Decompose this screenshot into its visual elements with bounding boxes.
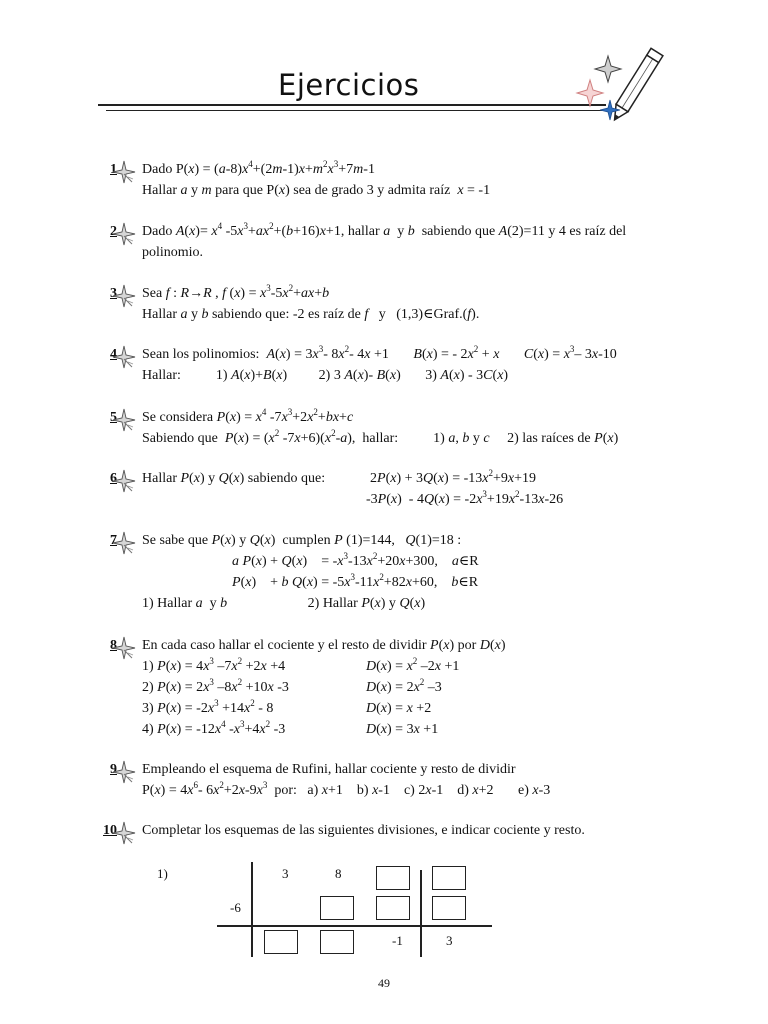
exercise-text-line: 3) $P(x) = -2x^3 +14x^2 - 8$ — [142, 698, 274, 716]
exercise-text-line: Sean los polinomios: $A(x) = 3x^3-$ $8x^2-$ 4x +1 B(x) = - $2x^2 + x$ $C(x) = x^3-$ 3x-10 — [142, 344, 617, 362]
ruffini-blank-box[interactable] — [376, 896, 410, 920]
exercise-number: 9 — [110, 762, 117, 777]
exercise-text-line: Hallar P(x) y Q(x) sabiendo que: — [142, 471, 326, 486]
ruffini-top-value: 3 — [282, 866, 289, 881]
sparkle-bullet-icon — [112, 469, 138, 500]
exercise-text-line: Hallar a y m para que P(x) sea de grado 3 y admita raíz x = -1 — [142, 183, 491, 198]
exercise-text-line: En cada caso hallar el cociente y el resto de dividir P(x) por D(x) — [142, 638, 506, 653]
ruffini-blank-box[interactable] — [432, 866, 466, 890]
ruffini-top-value: 8 — [335, 866, 342, 881]
exercise-number: 10 — [103, 823, 117, 838]
ruffini-divider-horizontal — [217, 925, 492, 927]
exercise-text-line: Hallar a y b sabiendo que: -2 es raíz de f y (1,3)∈Graf.(f). — [142, 307, 480, 322]
sparkle-bullet-icon — [112, 531, 138, 562]
ruffini-label: 1) — [157, 866, 168, 881]
ruffini-bottom-value: -1 — [392, 933, 403, 948]
sparkle-bullet-icon — [112, 821, 138, 852]
exercise-number: 7 — [110, 533, 117, 548]
exercise-text-line: 2) $P(x) = 2x^3$ $-8x^2 +10x$ -3 — [142, 677, 289, 695]
exercise-number: 3 — [110, 286, 117, 301]
exercise-text-line: $-3P(x) - 4Q(x) = -2x^3+19x^2-13x-26$ — [366, 489, 564, 507]
sparkle-bullet-icon — [112, 636, 138, 667]
sparkle-bullet-icon — [112, 345, 138, 376]
sparkle-bullet-icon — [112, 160, 138, 191]
exercise-text-line: $2P(x) + 3Q(x) = -13x^2+9x+19$ — [370, 468, 537, 486]
exercise-text-line: a P(x) + Q(x) = $-x^3-13x^2+20x+300$, a∈R — [232, 551, 479, 569]
sparkle-bullet-icon — [112, 222, 138, 253]
exercise-text-line: 4) $P(x) = -12x^4$ $-x^3+4x^2$ -3 — [142, 719, 286, 737]
ruffini-divider-vertical — [251, 862, 253, 957]
page-title: Ejercicios — [278, 68, 420, 102]
exercise-text-line: Sabiendo que $P(x) = (x^2$ $-7x+6)(x^2-a)$, hallar: 1) a, b y c 2) las raíces de P(x) — [142, 428, 619, 446]
exercise-number: 5 — [110, 410, 117, 425]
exercise-number: 8 — [110, 638, 117, 653]
ruffini-blank-box[interactable] — [432, 896, 466, 920]
exercise-text-line: Completar los esquemas de las siguientes divisiones, e indicar cociente y resto. — [142, 823, 585, 838]
exercise-text-line: D(x) = 3x +1 — [366, 722, 439, 737]
exercise-text-line: Sea f : R→R , f $(x) = x^3-5x^2+ax+b$ — [142, 283, 330, 301]
exercise-text-line: 1) $P(x) = 4x^3$ $-7x^2 +2x +4$ — [142, 656, 286, 674]
exercise-number: 1 — [110, 162, 117, 177]
exercise-number: 2 — [110, 224, 117, 239]
ruffini-blank-box[interactable] — [264, 930, 298, 954]
exercise-number: 6 — [110, 471, 117, 486]
exercise-text-line: P(x) + b $Q(x) = -5x^3-11x^2+82x+60$, b∈R — [232, 572, 479, 590]
exercise-text-line: polinomio. — [142, 245, 204, 260]
exercise-text-line: Empleando el esquema de Rufini, hallar cociente y resto de dividir — [142, 762, 516, 777]
ruffini-blank-box[interactable] — [320, 930, 354, 954]
ruffini-divisor: -6 — [230, 900, 241, 915]
exercise-text-line: Dado $A(x)= x^4$ $-5x^3+ax^2+(b+16)x+1$, hallar a y b sabiendo que A(2)=11 y 4 es raíz del — [142, 221, 627, 239]
exercise-text-line: Se sabe que P(x) y Q(x) cumplen P (1)=144, Q(1)=18 : — [142, 533, 462, 548]
exercise-text-line: Se considera $P(x) = x^4$ $-7x^3+2x^2+bx+c$ — [142, 407, 354, 425]
exercise-text-line: $D(x) = 2x^2$ –3 — [366, 677, 442, 695]
exercise-text-line: $P(x) = 4x^6-$ $6x^2+2x-9x^3$ por: a) x+1 b) x-1 c) 2x-1 d) x+2 e) x-3 — [142, 780, 551, 798]
page-number: 49 — [378, 976, 390, 990]
exercise-number: 4 — [110, 347, 117, 362]
title-underline — [98, 104, 606, 106]
pencil-sparkle-icon — [570, 36, 680, 126]
sparkle-bullet-icon — [112, 284, 138, 315]
exercise-text-line: 1) Hallar a y b 2) Hallar P(x) y Q(x) — [142, 596, 426, 611]
exercise-text-line: D(x) = x +2 — [366, 701, 432, 716]
exercise-text-line: Hallar: 1) A(x)+B(x) 2) 3 A(x)- B(x) 3) A(x) - 3C(x) — [142, 368, 509, 383]
exercise-text-line: Dado $P(x) = (a-8)x^4+(2m-1)x+m^2x^3+7m-1$ — [142, 159, 375, 177]
ruffini-blank-box[interactable] — [376, 866, 410, 890]
ruffini-bottom-value: 3 — [446, 933, 453, 948]
ruffini-divider-vertical — [420, 870, 422, 957]
title-underline-thin — [106, 110, 610, 111]
sparkle-bullet-icon — [112, 760, 138, 791]
ruffini-blank-box[interactable] — [320, 896, 354, 920]
sparkle-bullet-icon — [112, 408, 138, 439]
exercise-text-line: $D(x) = x^2$ –2x +1 — [366, 656, 460, 674]
